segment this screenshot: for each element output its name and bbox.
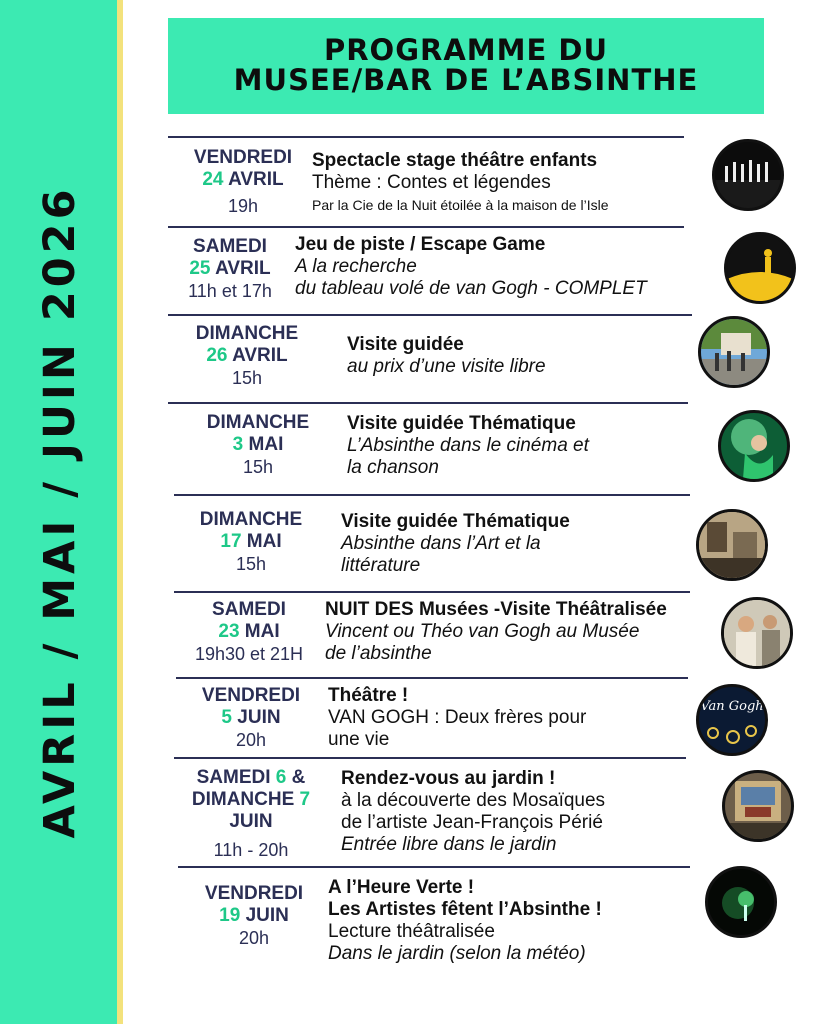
event-day-number: 19 [219, 905, 241, 926]
event-date [188, 509, 314, 575]
event-photo [718, 410, 790, 482]
event-day-number: 7 [299, 789, 311, 810]
event-day: VENDREDI [204, 883, 304, 904]
theatre-visit-image [724, 600, 790, 666]
event-photo [712, 139, 784, 211]
event-description [341, 768, 605, 856]
header-line-1: PROGRAMME DU [323, 33, 609, 67]
event-time: 19h [227, 196, 259, 216]
event-detail: une vie [328, 729, 390, 750]
event-day: VENDREDI [193, 147, 293, 168]
event-photo [724, 232, 796, 304]
event-title: Rendez-vous au jardin ! [341, 768, 556, 789]
event-day-number: 25 [189, 258, 211, 279]
event-title: Visite guidée [347, 334, 464, 355]
event-detail: du tableau volé de van Gogh - COMPLET [295, 278, 647, 299]
event-detail: Entrée libre dans le jardin [341, 834, 557, 855]
event-day: SAMEDI [196, 767, 271, 788]
event-month: AVRIL [228, 169, 284, 190]
event-day: SAMEDI [193, 236, 267, 257]
event-day-number: 23 [218, 621, 240, 642]
event-month: AVRIL [232, 345, 288, 366]
event-description [325, 599, 667, 665]
event-detail: Thème : Contes et légendes [312, 172, 551, 193]
absinthe-cinema-image [721, 413, 787, 479]
event-date [194, 412, 322, 478]
event-time: 11h et 17h [188, 281, 272, 301]
event-description [312, 150, 609, 216]
event-month: MAI [246, 531, 282, 552]
event-month: JUIN [237, 707, 281, 728]
divider [178, 866, 690, 868]
event-description [295, 234, 647, 300]
event-detail: VAN GOGH : Deux frères pour [328, 707, 587, 728]
event-date [192, 883, 316, 949]
event-title: Jeu de piste / Escape Game [295, 234, 546, 255]
event-title: A l’Heure Verte ! [328, 877, 475, 898]
event-day-month [186, 345, 308, 367]
event-description [347, 334, 546, 378]
event-day-number: 17 [220, 531, 242, 552]
event-date [176, 767, 326, 861]
event-day: VENDREDI [201, 685, 301, 706]
event-detail: Lecture théâtralisée [328, 921, 495, 942]
event-title: Visite guidée Thématique [347, 413, 576, 434]
event-photo [705, 866, 777, 938]
event-photo [696, 509, 768, 581]
event-day-number: 5 [221, 707, 232, 728]
divider [168, 226, 684, 228]
event-day-month [194, 434, 322, 456]
event-detail: Vincent ou Théo van Gogh au Musée [325, 621, 640, 642]
event-date [186, 323, 308, 389]
event-photo [722, 770, 794, 842]
divider [168, 402, 688, 404]
event-description [347, 413, 589, 479]
event-description [328, 685, 586, 751]
event-day-number: 3 [232, 434, 244, 455]
divider [168, 136, 684, 138]
event-time: 15h [231, 368, 263, 388]
event-day: DIMANCHE [195, 323, 299, 344]
poster-caption: Van Gogh [700, 699, 764, 714]
event-title-2: Les Artistes fêtent l’Absinthe ! [328, 899, 602, 920]
event-time: 15h [242, 457, 274, 477]
event-day: DIMANCHE [206, 412, 310, 433]
event-date [176, 599, 322, 665]
event-month: AVRIL [215, 258, 271, 279]
divider [174, 591, 690, 593]
van-gogh-poster-image [699, 687, 765, 753]
event-detail: à la découverte des Mosaïques [341, 790, 606, 811]
event-day-number: 24 [202, 169, 224, 190]
sidebar-accent-line [117, 0, 123, 1024]
event-photo [696, 684, 768, 756]
divider [168, 314, 692, 316]
guided-visit-image [701, 319, 767, 385]
event-detail-small: Par la Cie de la Nuit étoilée à la maison de l’Isle [312, 197, 609, 213]
divider [174, 757, 686, 759]
event-detail: au prix d’une visite libre [347, 356, 546, 377]
event-time: 11h - 20h [213, 840, 289, 860]
page-header [168, 18, 764, 114]
event-day-month [172, 258, 288, 280]
divider [176, 677, 688, 679]
event-day-month [182, 169, 304, 191]
event-description [328, 877, 602, 965]
event-day-line-1 [176, 767, 326, 789]
event-day-month [192, 905, 316, 927]
event-detail: A la recherche [295, 256, 417, 277]
event-day-month [176, 621, 322, 643]
absinthe-art-image [699, 512, 765, 578]
event-month: MAI [248, 434, 284, 455]
event-day: DIMANCHE [199, 509, 303, 530]
mosaic-image [725, 773, 791, 839]
event-title: Théâtre ! [328, 685, 409, 706]
stage-image [715, 142, 781, 208]
header-line-2: MUSEE/BAR DE L’ABSINTHE [233, 63, 699, 97]
divider [174, 494, 690, 496]
event-day-month [189, 707, 313, 729]
event-month: JUIN [229, 811, 273, 832]
event-title: Spectacle stage théâtre enfants [312, 150, 598, 171]
event-detail: Absinthe dans l’Art et la [341, 533, 541, 554]
event-day-month [188, 531, 314, 553]
event-title: Visite guidée Thématique [341, 511, 570, 532]
event-day: SAMEDI [212, 599, 286, 620]
event-photo [698, 316, 770, 388]
event-time: 19h30 et 21H [194, 644, 304, 664]
event-description [341, 511, 570, 577]
event-detail: littérature [341, 555, 421, 576]
escape-game-image [727, 235, 793, 301]
event-date [189, 685, 313, 751]
event-time: 15h [235, 554, 267, 574]
event-photo [721, 597, 793, 669]
event-detail: Dans le jardin (selon la météo) [328, 943, 586, 964]
event-day: DIMANCHE [191, 789, 295, 810]
event-month: MAI [244, 621, 280, 642]
event-detail: de l’artiste Jean-François Périé [341, 812, 603, 833]
event-month: JUIN [245, 905, 289, 926]
event-time: 20h [235, 730, 267, 750]
event-time: 20h [238, 928, 270, 948]
event-detail: de l’absinthe [325, 643, 432, 664]
event-title: NUIT DES Musées -Visite Théâtralisée [325, 599, 667, 620]
event-day-line-2 [176, 789, 326, 811]
event-detail: la chanson [347, 457, 439, 478]
sidebar-period-title: AVRIL / MAI / JUIN 2026 [35, 185, 85, 839]
event-day-number: 6 [275, 767, 287, 788]
green-hour-image [708, 869, 774, 935]
event-detail: L’Absinthe dans le cinéma et [347, 435, 589, 456]
event-day-number: 26 [206, 345, 228, 366]
event-date [182, 147, 304, 217]
event-date [172, 236, 288, 302]
ampersand: & [291, 767, 306, 788]
